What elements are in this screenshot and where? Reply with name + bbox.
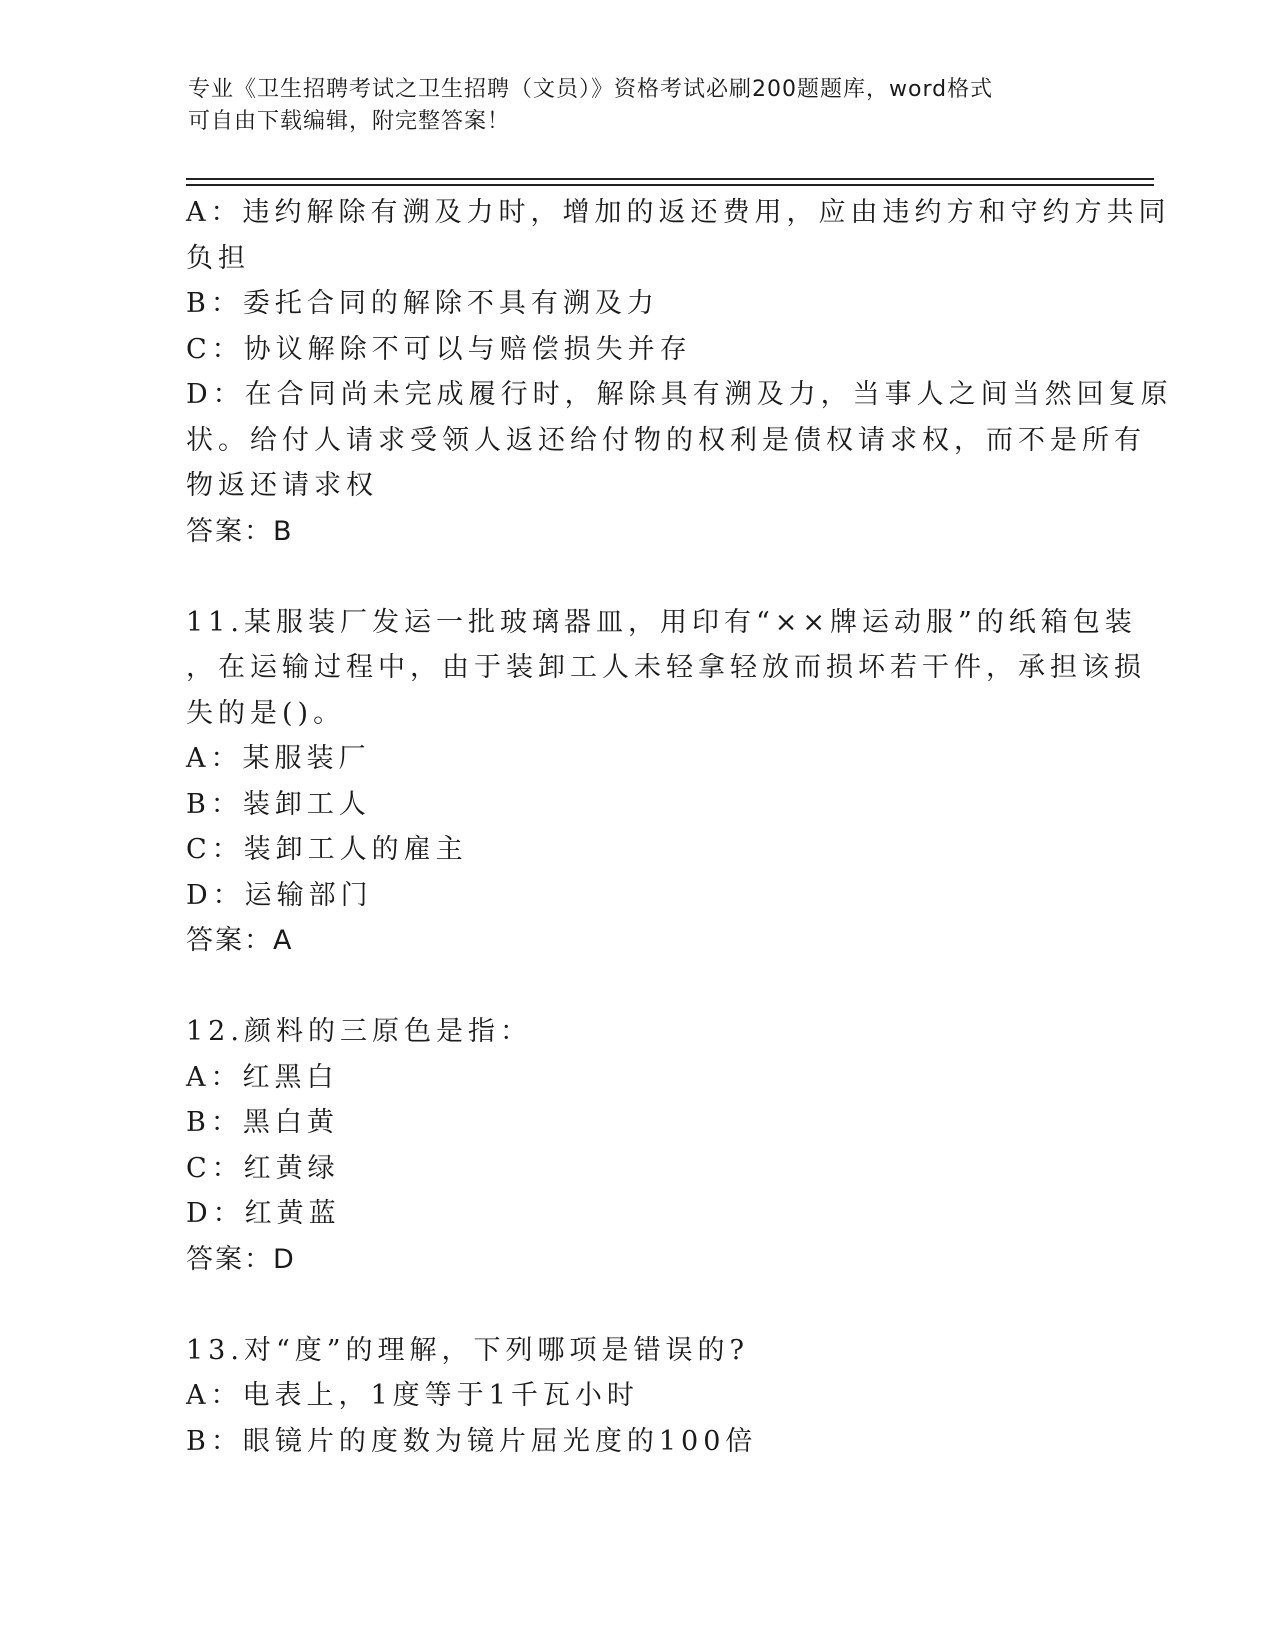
question-11 [186,600,1146,964]
answer: 答案：B [186,515,294,547]
option-b: B：眼镜片的度数为镜片屈光度的100倍 [186,1425,758,1457]
option-b: B：装卸工人 [186,788,371,820]
question-stem-line-2: ，在运输过程中，由于装卸工人未轻拿轻放而损坏若干件，承担该损 [186,652,1146,683]
option-d-line-1: D：在合同尚未完成履行时，解除具有溯及力，当事人之间当然回复原 [186,379,1173,410]
spacer [186,964,1086,1010]
option-d-line-3: 物返还请求权 [186,470,378,501]
question-list [186,190,1173,1464]
option-a-line-2: 负担 [186,242,250,274]
option-d-line-2: 状。给付人请求受领人返还给付物的权利是债权请求权，而不是所有 [186,424,1146,456]
document-header [188,74,1088,138]
header-line-1: 专业《卫生招聘考试之卫生招聘（文员）》资格考试必刷200题题库，word格式 [188,77,994,102]
answer: 答案：D [186,1243,296,1275]
option-c: C：装卸工人的雇主 [186,834,468,865]
option-a-line-1: A：违约解除有溯及力时，增加的返还费用，应由违约方和守约方共同 [186,197,1171,228]
option-c: C：协议解除不可以与赔偿损失并存 [186,333,692,365]
question-13 [186,1328,1086,1465]
spacer [186,1282,1086,1328]
option-d: D：红黄蓝 [186,1198,341,1229]
option-b: B：黑白黄 [186,1107,339,1138]
question-stem: 12.颜料的三原色是指： [186,1016,532,1047]
question-stem-line-3: 失的是()。 [186,697,346,729]
option-a: A：红黑白 [186,1061,339,1093]
option-c: C：红黄绿 [186,1152,340,1184]
answer: 答案：A [186,925,294,956]
header-line-2: 可自由下载编辑，附完整答案！ [188,109,511,134]
option-b: B：委托合同的解除不具有溯及力 [186,288,659,319]
question-stem: 13.对“度”的理解，下列哪项是错误的? [186,1334,750,1366]
question-10 [186,190,1173,554]
question-stem-line-1: 11.某服装厂发运一批玻璃器皿，用印有“××牌运动服”的纸箱包装 [186,606,1137,638]
spacer [186,554,1086,600]
option-d: D：运输部门 [186,879,373,911]
option-a: A：电表上，1度等于1千瓦小时 [186,1380,639,1411]
header-divider-bottom [186,184,1154,186]
option-a: A：某服装厂 [186,743,371,774]
header-divider-top [186,178,1154,180]
question-12 [186,1009,1086,1282]
